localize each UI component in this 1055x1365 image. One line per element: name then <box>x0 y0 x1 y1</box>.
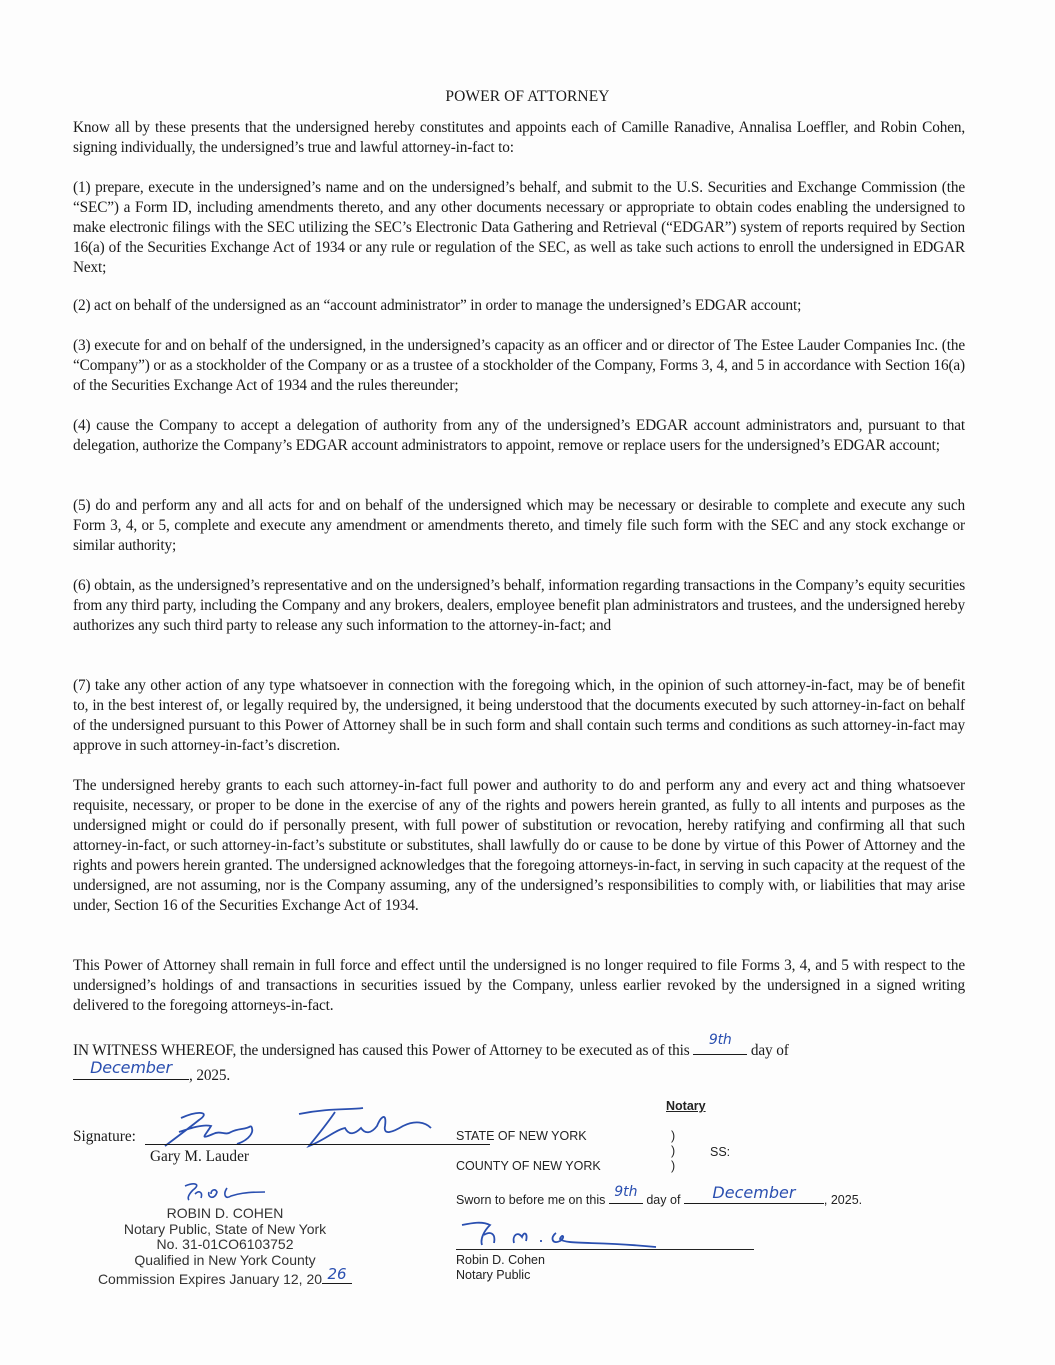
witness-day-field <box>693 1032 747 1055</box>
clause-3: (3) execute for and on behalf of the undersigned, in the undersigned’s capacity as an officer and or director of The Estee Lauder Companies Inc. (the “Company”) or as a stockholder of the Company or as a trustee of a stockholder of the Company, Forms 3, 4, and 5 in accordance with Section 16(a) of the Securities Exchange Act of 1934 and the rules thereunder; <box>73 337 965 394</box>
signature-label: Signature: <box>73 1128 136 1145</box>
sworn-day-field <box>609 1184 643 1204</box>
sworn-month-handwriting: December <box>712 1183 796 1202</box>
duration-paragraph: This Power of Attorney shall remain in full force and effect until the undersigned is no longer required to file Forms 3, 4, and 5 with respect to the undersigned’s holdings of and transactions in securities issued by the Company, unless earlier revoked by the undersigned in a signed writing delivered to the foregoing attorneys-in-fact. <box>73 957 965 1014</box>
document-title: POWER OF ATTORNEY <box>445 88 610 105</box>
witness-month-handwriting: December <box>90 1058 172 1077</box>
notary-title: Notary Public <box>456 1268 531 1282</box>
notary-signature-line <box>456 1219 754 1250</box>
stamp-expiry-year-handwriting: 26 <box>327 1264 347 1283</box>
clause-1: (1) prepare, execute in the undersigned’s name and on the undersigned’s behalf, and submit to the U.S. Securities and Exchange Commission (the “SEC”) a Form ID, including amendments thereto, and any other documents necessary or appropriate to obtain codes enabling the undersigned to make electronic filings with the SEC utilizing the SEC’s Electronic Data Gathering and Retrieval (“EDGAR”) system of reports required by Section 16(a) of the Securities Exchange Act of 1934 or any rule or regulation of the SEC, as well as take such actions to enroll the undersigned in EDGAR Next; <box>73 179 965 276</box>
sworn-day-handwriting: 9th <box>614 1184 638 1200</box>
stamp-expiry-text: Commission Expires January 12, 20 <box>97 1271 323 1287</box>
initials-scribble-icon <box>165 1178 285 1204</box>
paren-2: ) <box>671 1144 676 1158</box>
stamp-initials <box>80 1178 370 1206</box>
stamp-line-title: Notary Public, State of New York <box>123 1220 327 1237</box>
notary-header: Notary <box>666 1099 706 1113</box>
signature-line <box>145 1144 490 1145</box>
clause-2: (2) act on behalf of the undersigned as an “account administrator” in order to manage the undersigned’s EDGAR account; <box>73 297 802 314</box>
stamp-expiry-year-field <box>322 1264 352 1284</box>
stamp-line-county: Qualified in New York County <box>134 1251 316 1268</box>
witness-day-of: day of <box>750 1042 789 1059</box>
notary-ss: SS: <box>710 1145 731 1159</box>
witness-month-field <box>73 1058 189 1080</box>
clause-4: (4) cause the Company to accept a delegation of authority from any of the undersigned’s EDGAR account administrators and, pursuant to that delegation, authorize the Company’s EDGAR account administrators to appoint, remove or replace users for the undersigned’s EDGAR account; <box>73 417 965 454</box>
intro-paragraph: Know all by these presents that the undersigned hereby constitutes and appoints each of Camille Ranadive, Annalisa Loeffler, and Robin Cohen, signing individually, the undersigned’s true and lawful attorney-in-fact to: <box>73 119 965 156</box>
witness-paragraph <box>73 1032 965 1086</box>
paren-3: ) <box>671 1159 676 1173</box>
clause-6: (6) obtain, as the undersigned’s representative and on the undersigned’s behalf, information regarding transactions in the Company’s equity securities from any third party, including the Company and any brokers, dealers, employee benefit plan administrators and trustees, and the undersigned hereby authorizes any such third party to release any such information to the attorney-in-fact; and <box>73 577 965 634</box>
signer-printed-name: Gary M. Lauder <box>150 1148 249 1165</box>
stamp-line-expiry <box>80 1264 370 1288</box>
sworn-text: Sworn to before me on this <box>456 1193 606 1207</box>
sworn-year: , 2025. <box>823 1193 863 1207</box>
notary-signature-scribble-icon <box>456 1219 676 1251</box>
clause-7: (7) take any other action of any type whatsoever in connection with the foregoing which, in the opinion of such attorney-in-fact, may be of benefit to, in the best interest of, or legally required by, the undersigned, it being understood that the documents executed by such attorney-in-fact on behalf of the undersigned pursuant to this Power of Attorney shall be in such form and shall contain such terms and conditions as such attorney-in-fact may approve in such attorney-in-fact’s discretion. <box>73 677 965 754</box>
sworn-day-of: day of <box>646 1193 681 1207</box>
witness-day-handwriting: 9th <box>708 1032 732 1048</box>
stamp-line-name: ROBIN D. COHEN <box>166 1205 284 1221</box>
signature-block <box>73 1112 433 1152</box>
notary-stamp <box>80 1178 370 1288</box>
clause-5: (5) do and perform any and all acts for and on behalf of the undersigned which may be necessary or desirable to complete and execute any such Form 3, 4, or 5, complete and execute any amendment or amendments thereto, and timely file such form with the SEC and any stock exchange or similar authority; <box>73 497 965 554</box>
notary-county: COUNTY OF NEW YORK <box>456 1159 601 1173</box>
grant-paragraph: The undersigned hereby grants to each such attorney-in-fact full power and authority to do and perform any and every act and thing whatsoever requisite, necessary, or proper to be done in the exercise of any of the rights and powers herein granted, as fully to all intents and purposes as the undersigned might or could do if personally present, with full power of substitution or revocation, hereby ratifying and confirming all that such attorney-in-fact, or such attorney-in-fact’s substitute or substitutes, shall lawfully do or cause to be done by virtue of this Power of Attorney and the rights and powers herein granted. The undersigned acknowledges that the foregoing attorneys-in-fact, in serving in such capacity at the request of the undersigned, are not assuming, nor is the Company assuming, any of the undersigned’s responsibilities to comply with, or liabilities that may arise under, Section 16 of the Securities Exchange Act of 1934. <box>73 777 965 914</box>
notary-sworn-line <box>456 1183 863 1207</box>
witness-year: , 2025. <box>189 1067 231 1084</box>
notary-name: Robin D. Cohen <box>456 1253 545 1267</box>
notary-state: STATE OF NEW YORK <box>456 1129 587 1143</box>
witness-text: IN WITNESS WHEREOF, the undersigned has caused this Power of Attorney to be executed as of this <box>73 1042 690 1059</box>
stamp-line-number: No. 31-01CO6103752 <box>156 1236 294 1252</box>
sworn-month-field <box>684 1183 824 1204</box>
paren-1: ) <box>671 1129 676 1143</box>
